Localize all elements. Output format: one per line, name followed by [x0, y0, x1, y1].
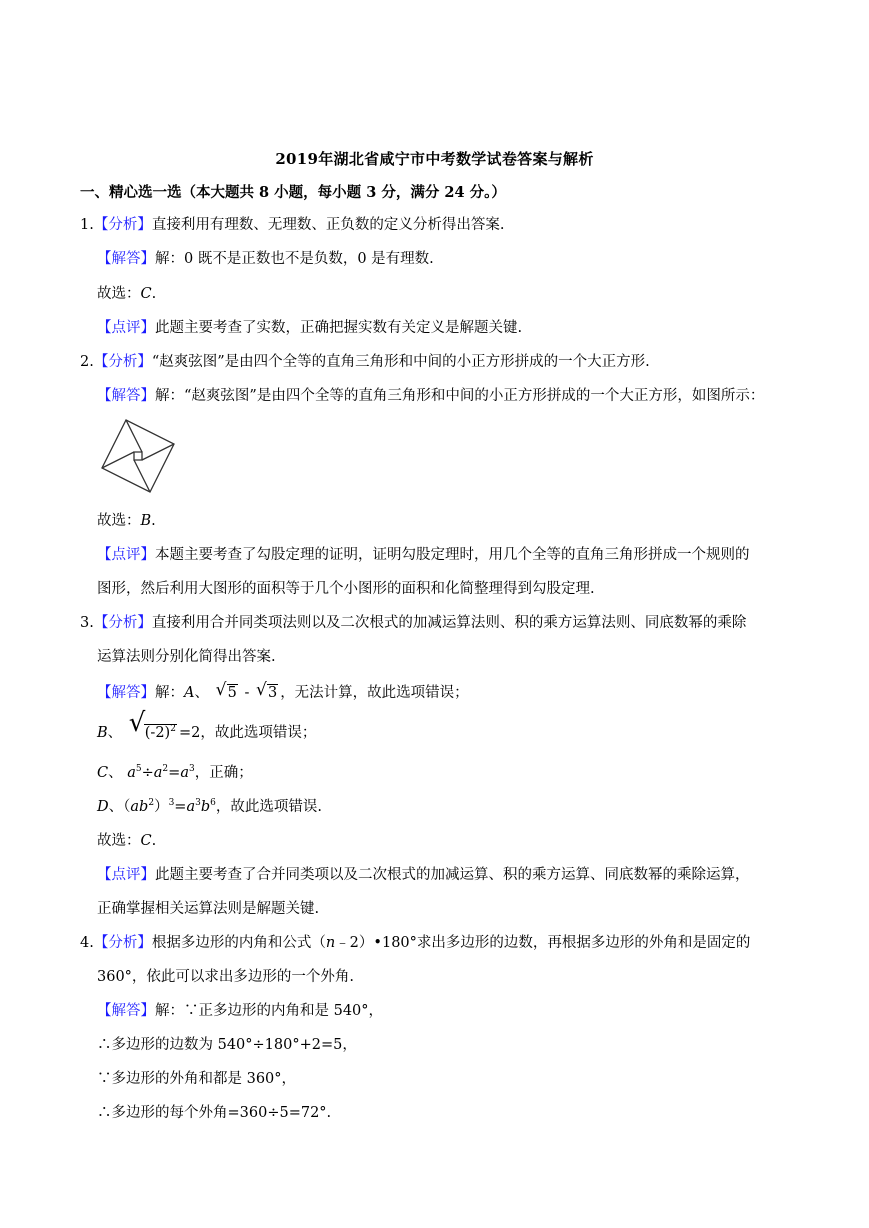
radicand-5: 5	[227, 685, 237, 701]
q3-option-c	[97, 763, 253, 783]
choice-suffix: .	[151, 513, 156, 529]
q3-choice	[97, 831, 156, 851]
answer-tag: 【解答】	[97, 251, 155, 267]
choice-prefix: 故选：	[97, 833, 141, 849]
q4-analysis-text-1b: ﹣2）•180°求出多边形的边数，再根据多边形的外角和是固定的	[335, 935, 751, 951]
q4-analysis-line-1	[80, 933, 750, 953]
option-c-text: ，正确；	[194, 765, 253, 781]
sqrt-neg2-squared: √ $(-2)^2$	[128, 708, 176, 741]
exponent: 5	[135, 764, 142, 774]
var-n: n	[325, 935, 336, 951]
var-a: a	[180, 765, 189, 781]
answer-prefix: 解：	[155, 685, 184, 701]
choice-letter: C	[140, 833, 152, 849]
exponent: 3	[188, 764, 195, 774]
open-paren: （	[123, 799, 131, 815]
minus-sign: -	[244, 685, 250, 701]
answer-tag: 【解答】	[97, 685, 155, 701]
q1-analysis-text: 直接利用有理数、无理数、正负数的定义分析得出答案.	[151, 217, 505, 233]
equals-sign: =	[174, 799, 187, 815]
var-a: a	[186, 799, 196, 815]
q2-comment-line-1	[97, 545, 750, 565]
q2-answer-text: 解：“赵爽弦图”是由四个全等的直角三角形和中间的小正方形拼成的一个大正方形，如图所示：	[155, 388, 765, 404]
q3-comment-line-1	[97, 865, 750, 885]
q3-comment-text-1: 此题主要考查了合并同类项以及二次根式的加减运算、积的乘方运算、同底数幂的乘除运算，	[155, 867, 750, 883]
q3-analysis-line-2: 运算法则分别化简得出答案.	[97, 649, 276, 665]
sqrt-5: √ 5	[215, 680, 237, 701]
exponent: 3	[168, 798, 175, 808]
q4-number: 4.	[80, 935, 94, 951]
var-ab: ab	[130, 799, 149, 815]
option-label-c: C	[97, 765, 109, 781]
comment-tag: 【点评】	[97, 547, 155, 563]
q1-answer	[97, 249, 434, 269]
q4-answer	[97, 1001, 383, 1021]
option-label-a: A	[184, 685, 195, 701]
q2-number: 2.	[80, 354, 94, 370]
q3-analysis-line-1	[80, 613, 746, 633]
q3-option-b	[97, 708, 317, 743]
var-a: a	[153, 765, 163, 781]
separator: 、	[108, 765, 123, 781]
analysis-tag: 【分析】	[93, 615, 152, 631]
sqrt-3: √ 3	[255, 680, 278, 701]
q1-choice	[97, 284, 156, 304]
close-paren: ）	[154, 799, 169, 815]
q3-option-d	[97, 797, 322, 817]
exponent: 2	[162, 764, 169, 774]
radicand-exponent: 2	[170, 724, 176, 734]
choice-letter: B	[140, 513, 152, 529]
q2-choice	[97, 511, 156, 531]
option-b-text: =2，故此选项错误；	[178, 725, 317, 741]
q4-answer-text: 解：∵正多边形的内角和是 540°，	[155, 1003, 384, 1019]
divide-sign: ÷	[141, 765, 154, 781]
q2-comment-text-1: 本题主要考查了勾股定理的证明，证明勾股定理时，用几个全等的直角三角形拼成一个规则的	[155, 547, 750, 563]
var-b: b	[200, 799, 211, 815]
option-d-text: ，故此选项错误.	[215, 799, 322, 815]
q1-comment	[97, 318, 522, 338]
q4-analysis-line-2: 360°，依此可以求出多边形的一个外角.	[97, 969, 355, 985]
q2-answer	[97, 386, 764, 406]
section-heading: 一、精心选一选（本大题共 8 小题，每小题 3 分，满分 24 分。）	[80, 184, 506, 201]
answer-tag: 【解答】	[97, 388, 155, 404]
separator: 、	[194, 685, 209, 701]
analysis-tag: 【分析】	[93, 935, 152, 951]
q3-analysis-text-1: 直接利用合并同类项法则以及二次根式的加减运算法则、积的乘方运算法则、同底数幂的乘除	[151, 615, 747, 631]
exponent: 2	[148, 798, 155, 808]
analysis-tag: 【分析】	[93, 354, 152, 370]
option-label-b: B	[97, 725, 108, 741]
choice-suffix: .	[151, 833, 157, 849]
answer-tag: 【解答】	[97, 1003, 155, 1019]
radicand	[144, 724, 177, 741]
zhao-shuang-diagram	[100, 418, 176, 494]
equals-sign: =	[168, 765, 181, 781]
q1-comment-text: 此题主要考查了实数，正确把握实数有关定义是解题关键.	[155, 320, 523, 336]
radicand-base: (-2)	[144, 725, 171, 741]
q4-step-4: ∴多边形的每个外角=360÷5=72°.	[97, 1105, 332, 1121]
choice-prefix: 故选：	[97, 513, 141, 529]
q1-analysis	[80, 215, 504, 235]
exponent: 3	[195, 798, 201, 808]
q3-number: 3.	[80, 615, 94, 631]
q4-analysis-text-1a: 根据多边形的内角和公式（	[151, 935, 326, 951]
q2-comment-line-2: 图形，然后利用大图形的面积等于几个小图形的面积和化简整理得到勾股定理.	[97, 581, 595, 597]
q4-step-3: ∵多边形的外角和都是 360°，	[97, 1071, 297, 1087]
q2-analysis	[80, 352, 650, 372]
separator: 、	[107, 725, 123, 741]
choice-letter: C	[140, 286, 152, 302]
q2-analysis-text: “赵爽弦图”是由四个全等的直角三角形和中间的小正方形拼成的一个大正方形.	[151, 354, 650, 370]
separator: 、	[108, 799, 124, 815]
option-a-text: ，无法计算，故此选项错误；	[280, 685, 469, 701]
q1-answer-text: 解：0 既不是正数也不是负数，0 是有理数.	[155, 251, 434, 267]
q1-number: 1.	[80, 217, 94, 233]
option-label-d: D	[97, 799, 109, 815]
var-a: a	[127, 765, 136, 781]
comment-tag: 【点评】	[97, 867, 155, 883]
comment-tag: 【点评】	[97, 320, 155, 336]
exponent: 6	[210, 798, 216, 808]
q3-comment-line-2: 正确掌握相关运算法则是解题关键.	[97, 901, 320, 917]
q4-step-2: ∴多边形的边数为 540°÷180°+2=5，	[97, 1037, 357, 1053]
analysis-tag: 【分析】	[93, 217, 152, 233]
choice-suffix: .	[151, 286, 157, 302]
page-title: 2019年湖北省咸宁市中考数学试卷答案与解析	[275, 150, 594, 168]
choice-prefix: 故选：	[97, 286, 141, 302]
q3-option-a	[97, 680, 469, 703]
radicand-3: 3	[267, 685, 278, 701]
